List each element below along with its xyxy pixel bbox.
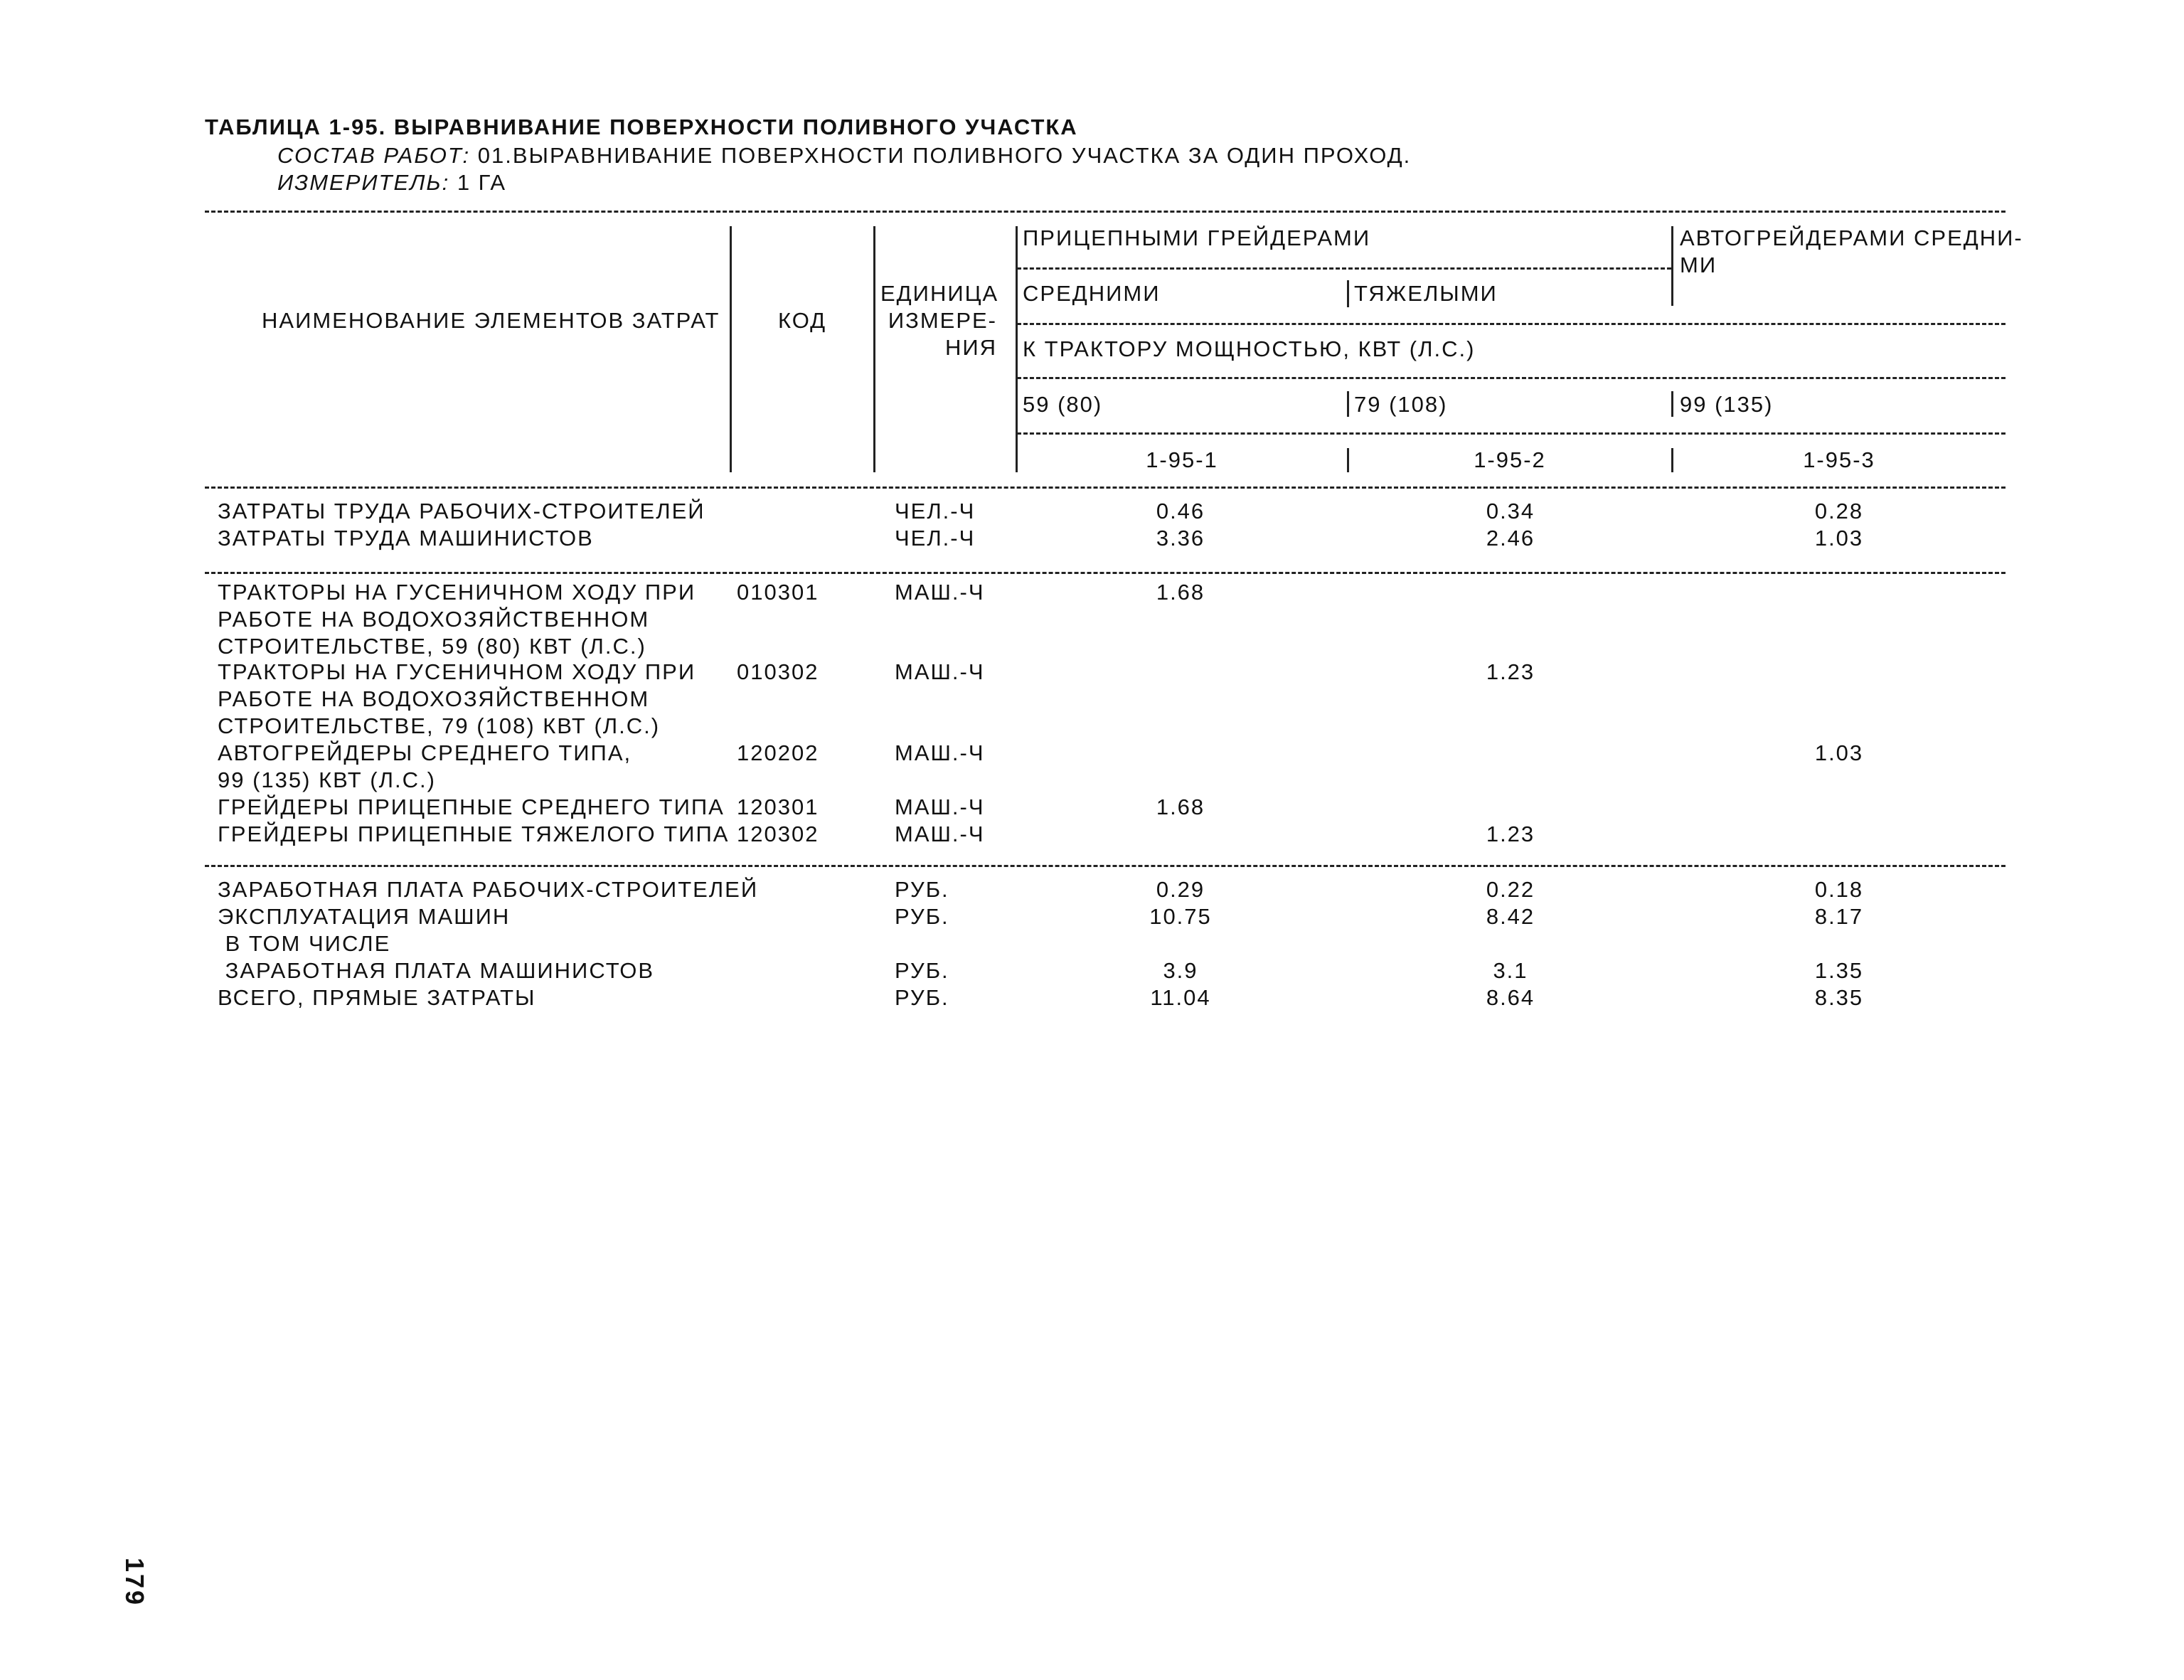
- row-value-3: 0.18: [1814, 877, 1864, 902]
- row-value-2: 0.22: [1486, 877, 1535, 902]
- row-value-1: 3.9: [1163, 958, 1198, 983]
- work-composition-text: 01.ВЫРАВНИВАНИЕ ПОВЕРХНОСТИ ПОЛИВНОГО УЧАСТКА ЗА ОДИН ПРОХОД.: [470, 143, 1412, 168]
- row-value-2: 1.23: [1486, 659, 1535, 684]
- row-name: ГРЕЙДЕРЫ ПРИЦЕПНЫЕ СРЕДНЕГО ТИПА: [218, 794, 725, 819]
- table-title: ТАБЛИЦА 1-95. ВЫРАВНИВАНИЕ ПОВЕРХНОСТИ ПОЛИВНОГО УЧАСТКА: [205, 115, 1078, 139]
- measure-unit-text: 1 ГА: [449, 170, 507, 195]
- row-name: ГРЕЙДЕРЫ ПРИЦЕПНЫЕ ТЯЖЕЛОГО ТИПА: [218, 822, 730, 846]
- row-code: 010302: [737, 659, 819, 684]
- row-name: ЗАРАБОТНАЯ ПЛАТА МАШИНИСТОВ: [218, 958, 655, 983]
- row-name: 99 (135) КВТ (Л.С.): [218, 767, 436, 792]
- row-unit: МАШ.-Ч: [895, 794, 985, 819]
- row-name: В ТОМ ЧИСЛЕ: [218, 931, 391, 956]
- row-value-2: 2.46: [1486, 526, 1535, 551]
- power-value-2: 79 (108): [1354, 392, 1448, 417]
- group-trailed-graders: ПРИЦЕПНЫМИ ГРЕЙДЕРАМИ: [1023, 225, 1371, 250]
- norm-code-3: 1-95-3: [1803, 447, 1875, 472]
- row-value-3: 1.03: [1814, 526, 1864, 551]
- page-number: 179: [120, 1558, 149, 1607]
- row-unit: РУБ.: [895, 985, 949, 1010]
- row-value-3: 8.35: [1814, 985, 1864, 1010]
- group-auto-graders-1: АВТОГРЕЙДЕРАМИ СРЕДНИ-: [1680, 225, 2023, 250]
- row-value-3: 1.35: [1814, 958, 1864, 983]
- row-name: ЗАТРАТЫ ТРУДА МАШИНИСТОВ: [218, 526, 594, 551]
- row-name: ЗАТРАТЫ ТРУДА РАБОЧИХ-СТРОИТЕЛЕЙ: [218, 499, 705, 523]
- power-value-3: 99 (135): [1680, 392, 1774, 417]
- row-name: СТРОИТЕЛЬСТВЕ, 59 (80) КВТ (Л.С.): [218, 634, 646, 659]
- row-value-1: 3.36: [1156, 526, 1205, 551]
- row-unit: РУБ.: [895, 877, 949, 902]
- row-value-2: 8.64: [1486, 985, 1535, 1010]
- row-value-1: 0.46: [1156, 499, 1205, 523]
- norm-code-1: 1-95-1: [1146, 447, 1218, 472]
- power-label: К ТРАКТОРУ МОЩНОСТЬЮ, КВТ (Л.С.): [1023, 336, 1476, 361]
- row-value-3: 1.03: [1814, 740, 1864, 765]
- measure-unit: [277, 169, 506, 196]
- row-name: РАБОТЕ НА ВОДОХОЗЯЙСТВЕННОМ: [218, 607, 650, 632]
- row-unit: МАШ.-Ч: [895, 580, 985, 605]
- row-unit: РУБ.: [895, 904, 949, 929]
- row-value-3: 0.28: [1814, 499, 1864, 523]
- subgroup-medium: СРЕДНИМИ: [1023, 281, 1161, 306]
- row-unit: РУБ.: [895, 958, 949, 983]
- column-header-unit-3: НИЯ: [944, 335, 997, 360]
- row-value-2: 3.1: [1493, 958, 1528, 983]
- row-value-2: 0.34: [1486, 499, 1535, 523]
- row-name: ВСЕГО, ПРЯМЫЕ ЗАТРАТЫ: [218, 985, 536, 1010]
- row-code: 120301: [737, 794, 819, 819]
- column-header-unit-1: ЕДИНИЦА: [880, 281, 999, 306]
- column-header-code: КОД: [778, 308, 827, 333]
- row-unit: ЧЕЛ.-Ч: [895, 526, 976, 551]
- row-name: ЭКСПЛУАТАЦИЯ МАШИН: [218, 904, 511, 929]
- row-value-1: 11.04: [1150, 985, 1211, 1010]
- work-composition-label: СОСТАВ РАБОТ:: [277, 143, 471, 168]
- row-code: 010301: [737, 580, 819, 605]
- group-auto-graders-2: МИ: [1680, 252, 1717, 277]
- row-value-2: 1.23: [1486, 822, 1535, 846]
- row-value-1: 1.68: [1156, 580, 1205, 605]
- row-name: АВТОГРЕЙДЕРЫ СРЕДНЕГО ТИПА,: [218, 740, 632, 765]
- row-name: СТРОИТЕЛЬСТВЕ, 79 (108) КВТ (Л.С.): [218, 713, 661, 738]
- norm-code-2: 1-95-2: [1474, 447, 1546, 472]
- work-composition: [277, 142, 1411, 169]
- row-value-2: 8.42: [1486, 904, 1535, 929]
- row-code: 120302: [737, 822, 819, 846]
- measure-unit-label: ИЗМЕРИТЕЛЬ:: [277, 170, 450, 195]
- subgroup-heavy: ТЯЖЕЛЫМИ: [1354, 281, 1498, 306]
- power-value-1: 59 (80): [1023, 392, 1103, 417]
- row-unit: МАШ.-Ч: [895, 659, 985, 684]
- column-header-name: НАИМЕНОВАНИЕ ЭЛЕМЕНТОВ ЗАТРАТ: [262, 308, 720, 333]
- row-name: ТРАКТОРЫ НА ГУСЕНИЧНОМ ХОДУ ПРИ: [218, 580, 696, 605]
- row-code: 120202: [737, 740, 819, 765]
- row-value-3: 8.17: [1814, 904, 1864, 929]
- row-value-1: 1.68: [1156, 794, 1205, 819]
- row-name: ТРАКТОРЫ НА ГУСЕНИЧНОМ ХОДУ ПРИ: [218, 659, 696, 684]
- row-name: РАБОТЕ НА ВОДОХОЗЯЙСТВЕННОМ: [218, 686, 650, 711]
- row-value-1: 10.75: [1149, 904, 1212, 929]
- row-name: ЗАРАБОТНАЯ ПЛАТА РАБОЧИХ-СТРОИТЕЛЕЙ: [218, 877, 759, 902]
- row-unit: ЧЕЛ.-Ч: [895, 499, 976, 523]
- column-header-unit-2: ИЗМЕРЕ-: [888, 308, 997, 333]
- row-unit: МАШ.-Ч: [895, 822, 985, 846]
- row-value-1: 0.29: [1156, 877, 1205, 902]
- row-unit: МАШ.-Ч: [895, 740, 985, 765]
